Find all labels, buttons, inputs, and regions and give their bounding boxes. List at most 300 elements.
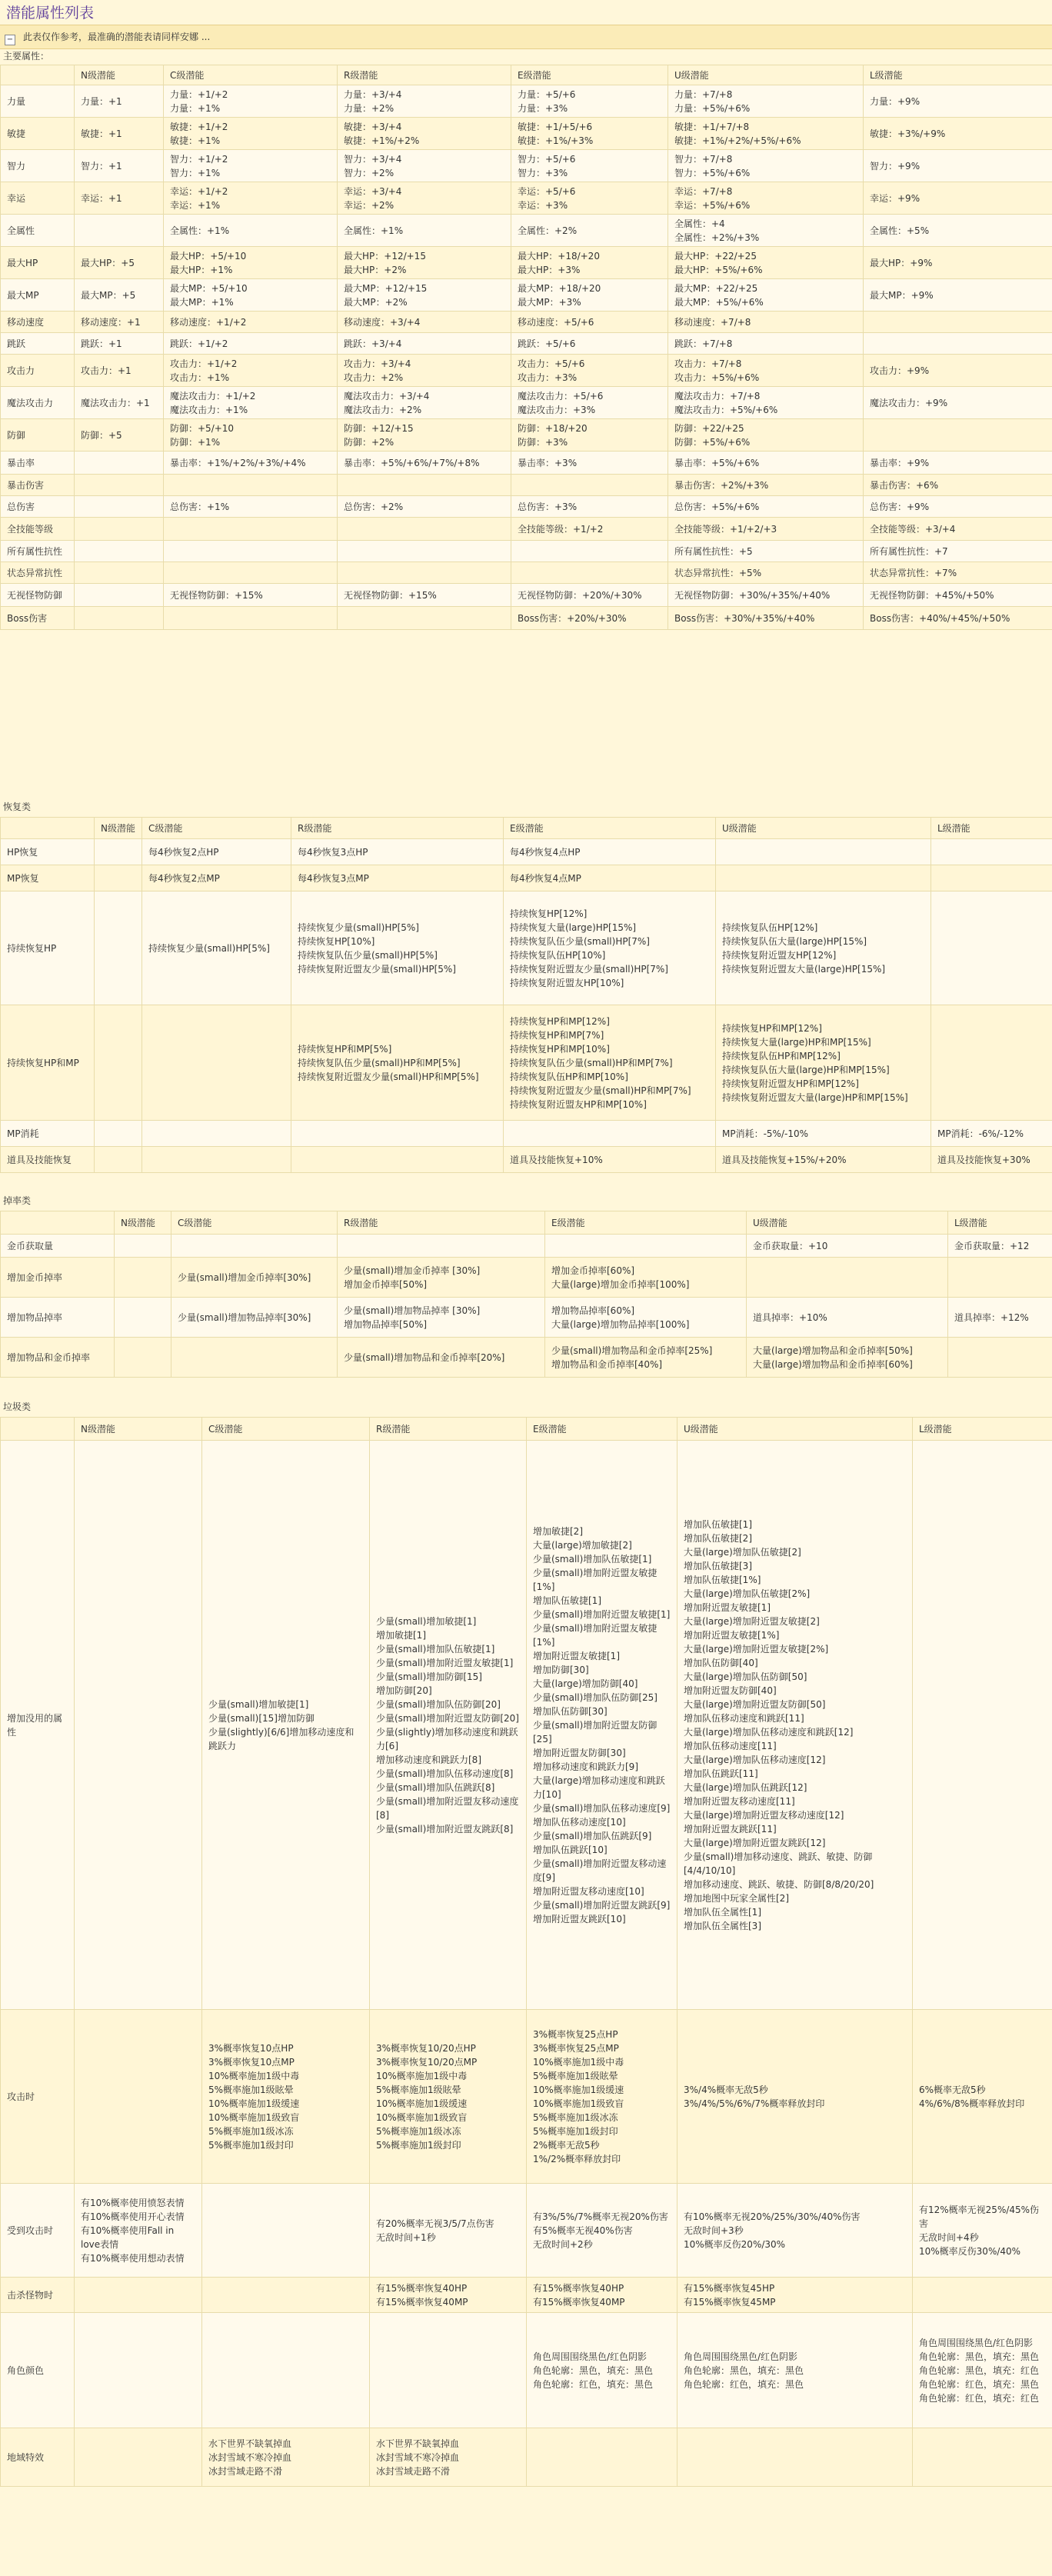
table-cell: 魔法攻击力：+5/+6 魔法攻击力：+3% <box>511 387 668 419</box>
row-label: 全技能等级 <box>1 518 75 541</box>
table-cell: 少量(small)增加敏捷[1] 增加敏捷[1] 少量(small)增加队伍敏捷[1] 少量(small)增加附近盟友敏捷[1] 少量(small)增加防御[15] 增加防御[20] 少量(small)增加队伍防御[20] 少量(small)增加附近盟友防御[20] 少量(slightly)增加移动速度和跳跃力[6] 增加移动速度和跳跃力[8] 少量(small)增加队伍移动速度[8] 少量(small)增加队伍跳跃[8] 少量(small)增加附近盟友移动速度[8] 少量(small)增加附近盟友跳跃[8] <box>370 1441 527 2010</box>
table-cell <box>931 839 1052 865</box>
row-label: 智力 <box>1 150 75 182</box>
table-cell: 金币获取量：+10 <box>747 1235 948 1258</box>
table-row <box>1 2278 1052 2313</box>
table-cell <box>931 865 1052 891</box>
table-cell: 防御：+12/+15 防御：+2% <box>338 419 511 452</box>
column-header <box>1 65 75 85</box>
column-header: R级潜能 <box>338 1211 545 1235</box>
page-title: 潜能属性列表 <box>6 5 95 22</box>
table-cell: 无视怪物防御：+20%/+30% <box>511 584 668 607</box>
table-cell: 全属性：+1% <box>338 215 511 247</box>
table-cell: 攻击力：+3/+4 攻击力：+2% <box>338 355 511 387</box>
table-cell: 角色周围围绕黑色/红色阴影 角色轮廓：黑色，填充：黑色 角色轮廓：黑色，填充：红色 角色轮廓：红色，填充：黑色 角色轮廓：红色，填充：红色 <box>913 2313 1052 2428</box>
table-cell <box>202 2278 370 2313</box>
table-cell: 所有属性抗性：+7 <box>864 541 1052 562</box>
table-cell: 智力：+7/+8 智力：+5%/+6% <box>668 150 864 182</box>
table-cell: 总伤害：+1% <box>164 496 338 518</box>
column-header: R级潜能 <box>370 1418 527 1441</box>
table-cell <box>291 1147 504 1173</box>
column-header: N级潜能 <box>95 818 142 839</box>
table-cell: 攻击力：+1/+2 攻击力：+1% <box>164 355 338 387</box>
table-cell: 幸运：+1/+2 幸运：+1% <box>164 182 338 215</box>
table-cell: 6%概率无敌5秒 4%/6%/8%概率释放封印 <box>913 2010 1052 2184</box>
collapse-toggle-icon[interactable]: − <box>5 35 15 45</box>
column-header: C级潜能 <box>202 1418 370 1441</box>
table-cell <box>511 475 668 496</box>
table-cell <box>95 839 142 865</box>
column-header <box>1 818 95 839</box>
table-cell: 最大MP：+22/+25 最大MP：+5%/+6% <box>668 279 864 312</box>
drop-rate-table <box>0 1211 1052 1378</box>
table-cell: 防御：+22/+25 防御：+5%/+6% <box>668 419 864 452</box>
table-cell <box>95 1147 142 1173</box>
row-label: 增加物品掉率 <box>1 1298 115 1338</box>
table-cell: 状态异常抗性：+7% <box>864 562 1052 584</box>
table-cell: 最大HP：+9% <box>864 247 1052 279</box>
table-cell <box>338 607 511 630</box>
table-cell: 每4秒恢复4点MP <box>504 865 716 891</box>
column-header: U级潜能 <box>677 1418 913 1441</box>
table-cell: 敏捷：+3%/+9% <box>864 118 1052 150</box>
table-cell: 敏捷：+3/+4 敏捷：+1%/+2% <box>338 118 511 150</box>
table-cell: 全属性：+5% <box>864 215 1052 247</box>
table-cell: 全技能等级：+3/+4 <box>864 518 1052 541</box>
table-cell: 道具及技能恢复+10% <box>504 1147 716 1173</box>
table-cell <box>75 584 164 607</box>
row-label: 攻击时 <box>1 2010 75 2184</box>
table-cell: 智力：+1 <box>75 150 164 182</box>
row-label: 防御 <box>1 419 75 452</box>
table-row <box>1 891 1052 1005</box>
column-header: C级潜能 <box>171 1211 338 1235</box>
row-label: 持续恢复HP <box>1 891 95 1005</box>
table-cell: 幸运：+7/+8 幸运：+5%/+6% <box>668 182 864 215</box>
table-cell: 增加物品掉率[60%] 大量(large)增加物品掉率[100%] <box>545 1298 747 1338</box>
table-cell <box>716 839 931 865</box>
table-cell: Boss伤害：+20%/+30% <box>511 607 668 630</box>
table-row <box>1 2184 1052 2278</box>
table-cell: 3%概率恢复10点HP 3%概率恢复10点MP 10%概率施加1级中毒 5%概率施加1级眩晕 10%概率施加1级缓速 10%概率施加1级致盲 5%概率施加1级冰冻 5%概率施加1级封印 <box>202 2010 370 2184</box>
row-label: 击杀怪物时 <box>1 2278 75 2313</box>
column-header: N级潜能 <box>115 1211 171 1235</box>
table-cell: 总伤害：+5%/+6% <box>668 496 864 518</box>
table-cell: 总伤害：+2% <box>338 496 511 518</box>
table-cell: 力量：+7/+8 力量：+5%/+6% <box>668 85 864 118</box>
table-cell <box>202 2313 370 2428</box>
table-cell: 水下世界不缺氧掉血 冰封雪域不寒冷掉血 冰封雪域走路不滑 <box>202 2428 370 2487</box>
row-label: 暴击伤害 <box>1 475 75 496</box>
table-cell: 角色周围围绕黑色/红色阴影 角色轮廓：黑色，填充：黑色 角色轮廓：红色，填充：黑色 <box>677 2313 913 2428</box>
notice <box>5 30 210 45</box>
table-cell: 总伤害：+9% <box>864 496 1052 518</box>
table-cell: 暴击伤害：+6% <box>864 475 1052 496</box>
table-cell <box>291 1121 504 1147</box>
header-row <box>1 1211 1052 1235</box>
table-cell: 暴击率：+9% <box>864 452 1052 475</box>
table-cell <box>115 1258 171 1298</box>
table-cell: 魔法攻击力：+3/+4 魔法攻击力：+2% <box>338 387 511 419</box>
table-cell: 最大MP：+9% <box>864 279 1052 312</box>
table-row <box>1 279 1052 312</box>
table-cell: 有10%概率无视20%/25%/30%/40%伤害 无敌时间+3秒 10%概率反伤20%/30% <box>677 2184 913 2278</box>
table-cell: 无视怪物防御：+15% <box>338 584 511 607</box>
table-cell: 幸运：+9% <box>864 182 1052 215</box>
table-cell: 持续恢复HP和MP[5%] 持续恢复队伍少量(small)HP和MP[5%] 持续恢复附近盟友少量(small)HP和MP[5%] <box>291 1005 504 1121</box>
table-cell <box>95 1005 142 1121</box>
table-cell <box>75 541 164 562</box>
table-cell <box>338 562 511 584</box>
table-cell: 水下世界不缺氧掉血 冰封雪域不寒冷掉血 冰封雪域走路不滑 <box>370 2428 527 2487</box>
table-cell <box>75 518 164 541</box>
table-cell: 力量：+1 <box>75 85 164 118</box>
notice-bar <box>0 25 1052 49</box>
section-title: 掉率类 <box>3 1195 32 1206</box>
table-row <box>1 584 1052 607</box>
column-header: E级潜能 <box>511 65 668 85</box>
table-cell: 有12%概率无视25%/45%伤害 无敌时间+4秒 10%概率反伤30%/40% <box>913 2184 1052 2278</box>
table-cell <box>677 2428 913 2487</box>
column-header: C级潜能 <box>164 65 338 85</box>
column-header: L级潜能 <box>864 65 1052 85</box>
table-cell <box>913 2278 1052 2313</box>
row-label: 跳跃 <box>1 333 75 355</box>
table-cell: 暴击率：+5%/+6%/+7%/+8% <box>338 452 511 475</box>
recovery-table <box>0 817 1052 1173</box>
table-cell: Boss伤害：+40%/+45%/+50% <box>864 607 1052 630</box>
table-cell: 有15%概率恢复45HP 有15%概率恢复45MP <box>677 2278 913 2313</box>
table-cell: 持续恢复队伍HP[12%] 持续恢复队伍大量(large)HP[15%] 持续恢复附近盟友HP[12%] 持续恢复附近盟友大量(large)HP[15%] <box>716 891 931 1005</box>
table-cell: 持续恢复HP[12%] 持续恢复大量(large)HP[15%] 持续恢复队伍少量(small)HP[7%] 持续恢复队伍HP[10%] 持续恢复附近盟友少量(small)HP[7%] 持续恢复附近盟友HP[10%] <box>504 891 716 1005</box>
table-cell: 增加队伍敏捷[1] 增加队伍敏捷[2] 大量(large)增加队伍敏捷[2] 增加队伍敏捷[3] 增加队伍敏捷[1%] 大量(large)增加队伍敏捷[2%] 增加附近盟友敏捷[1] 大量(large)增加附近盟友敏捷[2] 增加附近盟友敏捷[1%] 大量(large)增加附近盟友敏捷[2%] 增加队伍防御[40] 大量(large)增加队伍防御[50] 增加附近盟友防御[40] 大量(large)增加附近盟友防御[50] 增加队伍移动速度和跳跃[11] 大量(large)增加队伍移动速度和跳跃[12] 增加队伍移动速度[11] 大量(large)增加队伍移动速度[12] 增加队伍跳跃[11] 大量(large)增加队伍跳跃[12] 增加附近盟友移动速度[11] 大量(large)增加附近盟友移动速度[12] 增加附近盟友跳跃[11] 大量(large)增加附近盟友跳跃[12] 少量(small)增加移动速度、跳跃、敏捷、防御[4/4/10/10] 增加移动速度、跳跃、敏捷、防御[8/8/20/20] 增加地图中玩家全属性[2] 增加队伍全属性[1] 增加队伍全属性[3] <box>677 1441 913 2010</box>
table-cell <box>171 1235 338 1258</box>
table-cell: 全技能等级：+1/+2/+3 <box>668 518 864 541</box>
table-row <box>1 355 1052 387</box>
column-header: U级潜能 <box>747 1211 948 1235</box>
table-row <box>1 475 1052 496</box>
table-cell: 持续恢复HP和MP[12%] 持续恢复大量(large)HP和MP[15%] 持续恢复队伍HP和MP[12%] 持续恢复队伍大量(large)HP和MP[15%] 持续恢复附近盟友HP和MP[12%] 持续恢复附近盟友大量(large)HP和MP[15%] <box>716 1005 931 1121</box>
section-title: 垃圾类 <box>3 1401 32 1412</box>
table-cell <box>370 2313 527 2428</box>
table-cell <box>931 891 1052 1005</box>
row-label: 幸运 <box>1 182 75 215</box>
table-cell <box>913 1441 1052 2010</box>
table-cell: 有20%概率无视3/5/7点伤害 无敌时间+1秒 <box>370 2184 527 2278</box>
table-cell: 最大MP：+5/+10 最大MP：+1% <box>164 279 338 312</box>
table-cell <box>75 2428 202 2487</box>
table-cell: 暴击伤害：+2%/+3% <box>668 475 864 496</box>
column-header: L级潜能 <box>948 1211 1052 1235</box>
table-cell <box>75 607 164 630</box>
column-header: E级潜能 <box>545 1211 747 1235</box>
table-cell <box>527 2428 677 2487</box>
column-header: L级潜能 <box>931 818 1052 839</box>
table-cell: 跳跃：+7/+8 <box>668 333 864 355</box>
row-label: 增加物品和金币掉率 <box>1 1338 115 1378</box>
table-cell <box>931 1005 1052 1121</box>
table-cell <box>164 607 338 630</box>
column-header: N级潜能 <box>75 1418 202 1441</box>
table-row <box>1 118 1052 150</box>
table-cell: 幸运：+5/+6 幸运：+3% <box>511 182 668 215</box>
table-row <box>1 1298 1052 1338</box>
table-cell <box>75 562 164 584</box>
row-label: 无视怪物防御 <box>1 584 75 607</box>
table-cell <box>504 1121 716 1147</box>
column-header: R级潜能 <box>338 65 511 85</box>
table-cell <box>338 475 511 496</box>
section-title: 主要属性： <box>3 51 50 62</box>
header-row <box>1 1418 1052 1441</box>
table-cell: 敏捷：+1/+2 敏捷：+1% <box>164 118 338 150</box>
row-label: HP恢复 <box>1 839 95 865</box>
table-cell <box>115 1235 171 1258</box>
table-cell: 每4秒恢复3点MP <box>291 865 504 891</box>
table-cell: 少量(small)增加敏捷[1] 少量(small)[15]增加防御 少量(slightly)[6/6]增加移动速度和跳跃力 <box>202 1441 370 2010</box>
column-header <box>1 1418 75 1441</box>
table-cell <box>716 865 931 891</box>
table-cell <box>913 2428 1052 2487</box>
table-row <box>1 419 1052 452</box>
header-row <box>1 818 1052 839</box>
column-header: C级潜能 <box>142 818 291 839</box>
row-label: 地域特效 <box>1 2428 75 2487</box>
table-cell: 状态异常抗性：+5% <box>668 562 864 584</box>
row-label: MP消耗 <box>1 1121 95 1147</box>
row-label: 最大MP <box>1 279 75 312</box>
table-cell <box>164 518 338 541</box>
table-cell: 魔法攻击力：+1/+2 魔法攻击力：+1% <box>164 387 338 419</box>
table-cell <box>864 333 1052 355</box>
column-header: U级潜能 <box>668 65 864 85</box>
table-cell: 移动速度：+5/+6 <box>511 312 668 333</box>
table-cell: 无视怪物防御：+45%/+50% <box>864 584 1052 607</box>
table-row <box>1 247 1052 279</box>
table-cell: 力量：+3/+4 力量：+2% <box>338 85 511 118</box>
table-cell <box>75 1441 202 2010</box>
table-cell <box>75 215 164 247</box>
table-row <box>1 496 1052 518</box>
table-cell <box>164 475 338 496</box>
table-cell: 攻击力：+7/+8 攻击力：+5%/+6% <box>668 355 864 387</box>
table-cell: 大量(large)增加物品和金币掉率[50%] 大量(large)增加物品和金币掉率[60%] <box>747 1338 948 1378</box>
table-cell <box>338 1235 545 1258</box>
table-cell: 敏捷：+1/+5/+6 敏捷：+1%/+3% <box>511 118 668 150</box>
table-cell: 持续恢复少量(small)HP[5%] 持续恢复HP[10%] 持续恢复队伍少量(small)HP[5%] 持续恢复附近盟友少量(small)HP[5%] <box>291 891 504 1005</box>
table-row <box>1 562 1052 584</box>
table-cell: 道具及技能恢复+30% <box>931 1147 1052 1173</box>
table-cell: 所有属性抗性：+5 <box>668 541 864 562</box>
table-cell: MP消耗：-6%/-12% <box>931 1121 1052 1147</box>
row-label: 金币获取量 <box>1 1235 115 1258</box>
row-label: 移动速度 <box>1 312 75 333</box>
table-cell: 3%概率恢复10/20点HP 3%概率恢复10/20点MP 10%概率施加1级中毒 5%概率施加1级眩晕 10%概率施加1级缓速 10%概率施加1级致盲 5%概率施加1级冰冻 5%概率施加1级封印 <box>370 2010 527 2184</box>
table-row <box>1 215 1052 247</box>
table-cell <box>115 1298 171 1338</box>
table-cell: 最大MP：+5 <box>75 279 164 312</box>
table-cell: 智力：+3/+4 智力：+2% <box>338 150 511 182</box>
row-label: 敏捷 <box>1 118 75 150</box>
row-label: 总伤害 <box>1 496 75 518</box>
table-row <box>1 150 1052 182</box>
table-cell: 防御：+5/+10 防御：+1% <box>164 419 338 452</box>
table-cell: 魔法攻击力：+1 <box>75 387 164 419</box>
table-cell: MP消耗：-5%/-10% <box>716 1121 931 1147</box>
table-cell: 跳跃：+3/+4 <box>338 333 511 355</box>
table-cell: 道具及技能恢复+15%/+20% <box>716 1147 931 1173</box>
table-cell: 增加敏捷[2] 大量(large)增加敏捷[2] 少量(small)增加队伍敏捷[1] 少量(small)增加附近盟友敏捷[1%] 增加队伍敏捷[1] 少量(small)增加附近盟友敏捷[1] 少量(small)增加附近盟友敏捷[1%] 增加附近盟友敏捷[1] 增加防御[30] 大量(large)增加防御[40] 少量(small)增加队伍防御[25] 增加队伍防御[30] 少量(small)增加附近盟友防御[25] 增加附近盟友防御[30] 增加移动速度和跳跃力[9] 大量(large)增加移动速度和跳跃力[10] 少量(small)增加队伍移动速度[9] 增加队伍移动速度[10] 少量(small)增加队伍跳跃[9] 增加队伍跳跃[10] 少量(small)增加附近盟友移动速度[9] 增加附近盟友移动速度[10] 少量(small)增加附近盟友跳跃[9] 增加附近盟友跳跃[10] <box>527 1441 677 2010</box>
table-cell: 每4秒恢复4点HP <box>504 839 716 865</box>
table-cell: 少量(small)增加物品掉率[30%] <box>171 1298 338 1338</box>
column-header: U级潜能 <box>716 818 931 839</box>
table-cell <box>511 541 668 562</box>
table-cell: 攻击力：+1 <box>75 355 164 387</box>
table-cell: 敏捷：+1 <box>75 118 164 150</box>
table-cell <box>142 1121 291 1147</box>
table-cell: 最大HP：+22/+25 最大HP：+5%/+6% <box>668 247 864 279</box>
row-label: 持续恢复HP和MP <box>1 1005 95 1121</box>
table-cell <box>171 1338 338 1378</box>
table-cell <box>545 1235 747 1258</box>
column-header: L级潜能 <box>913 1418 1052 1441</box>
table-cell: 移动速度：+1/+2 <box>164 312 338 333</box>
row-label: 受到攻击时 <box>1 2184 75 2278</box>
table-cell: 增加金币掉率[60%] 大量(large)增加金币掉率[100%] <box>545 1258 747 1298</box>
row-label: 状态异常抗性 <box>1 562 75 584</box>
table-cell: 魔法攻击力：+9% <box>864 387 1052 419</box>
table-cell: 最大HP：+18/+20 最大HP：+3% <box>511 247 668 279</box>
table-cell <box>164 562 338 584</box>
table-row <box>1 1005 1052 1121</box>
table-cell: 移动速度：+7/+8 <box>668 312 864 333</box>
section-title: 恢复类 <box>3 801 32 812</box>
notice-text: 此表仅作参考，最准确的潜能表请同样安娜 ... <box>23 32 211 42</box>
table-row <box>1 1235 1052 1258</box>
table-cell: 最大HP：+5/+10 最大HP：+1% <box>164 247 338 279</box>
table-cell: 3%概率恢复25点HP 3%概率恢复25点MP 10%概率施加1级中毒 5%概率施加1级眩晕 10%概率施加1级缓速 10%概率施加1级致盲 5%概率施加1级冰冻 5%概率施加1级封印 2%概率无敌5秒 1%/2%概率释放封印 <box>527 2010 677 2184</box>
table-cell: 智力：+5/+6 智力：+3% <box>511 150 668 182</box>
table-cell: 无视怪物防御：+30%/+35%/+40% <box>668 584 864 607</box>
table-cell: 幸运：+1 <box>75 182 164 215</box>
table-row <box>1 1121 1052 1147</box>
table-cell <box>948 1338 1052 1378</box>
table-cell: 金币获取量：+12 <box>948 1235 1052 1258</box>
table-cell <box>747 1258 948 1298</box>
column-header: E级潜能 <box>504 818 716 839</box>
table-cell: 每4秒恢复3点HP <box>291 839 504 865</box>
column-header: R级潜能 <box>291 818 504 839</box>
table-row <box>1 182 1052 215</box>
table-cell <box>75 475 164 496</box>
table-cell: Boss伤害：+30%/+35%/+40% <box>668 607 864 630</box>
table-cell <box>75 2313 202 2428</box>
table-cell: 防御：+18/+20 防御：+3% <box>511 419 668 452</box>
table-cell: 有10%概率使用愤怒表情 有10%概率使用开心表情 有10%概率使用Fall in love表情 有10%概率使用想动表情 <box>75 2184 202 2278</box>
table-cell: 最大MP：+18/+20 最大MP：+3% <box>511 279 668 312</box>
table-cell <box>115 1338 171 1378</box>
table-row <box>1 2428 1052 2487</box>
table-cell: 攻击力：+9% <box>864 355 1052 387</box>
table-cell: 全属性：+2% <box>511 215 668 247</box>
row-label: 攻击力 <box>1 355 75 387</box>
column-header <box>1 1211 115 1235</box>
table-cell: 幸运：+3/+4 幸运：+2% <box>338 182 511 215</box>
table-cell <box>142 1147 291 1173</box>
table-cell: 最大HP：+12/+15 最大HP：+2% <box>338 247 511 279</box>
table-cell: 持续恢复少量(small)HP[5%] <box>142 891 291 1005</box>
table-cell: 每4秒恢复2点MP <box>142 865 291 891</box>
table-cell: 少量(small)增加金币掉率[30%] <box>171 1258 338 1298</box>
table-cell: 少量(small)增加物品掉率 [30%] 增加物品掉率[50%] <box>338 1298 545 1338</box>
table-cell: 移动速度：+1 <box>75 312 164 333</box>
table-row <box>1 1338 1052 1378</box>
table-cell <box>338 541 511 562</box>
table-cell: 持续恢复HP和MP[12%] 持续恢复HP和MP[7%] 持续恢复HP和MP[10%] 持续恢复队伍少量(small)HP和MP[7%] 持续恢复队伍HP和MP[10%] 持续恢复附近盟友少量(small)HP和MP[7%] 持续恢复附近盟友HP和MP[10%] <box>504 1005 716 1121</box>
row-label: 道具及技能恢复 <box>1 1147 95 1173</box>
table-row <box>1 312 1052 333</box>
table-cell: 力量：+5/+6 力量：+3% <box>511 85 668 118</box>
table-row <box>1 1258 1052 1298</box>
table-row <box>1 607 1052 630</box>
table-cell: 每4秒恢复2点HP <box>142 839 291 865</box>
column-header: E级潜能 <box>527 1418 677 1441</box>
table-cell: 全技能等级：+1/+2 <box>511 518 668 541</box>
table-cell: 道具掉率：+12% <box>948 1298 1052 1338</box>
table-cell: 跳跃：+5/+6 <box>511 333 668 355</box>
table-cell <box>95 891 142 1005</box>
row-label: 最大HP <box>1 247 75 279</box>
junk-table <box>0 1417 1052 2487</box>
table-cell: 全属性：+1% <box>164 215 338 247</box>
table-cell: 跳跃：+1/+2 <box>164 333 338 355</box>
table-cell: 无视怪物防御：+15% <box>164 584 338 607</box>
table-row <box>1 387 1052 419</box>
column-header: N级潜能 <box>75 65 164 85</box>
table-cell: 角色周围围绕黑色/红色阴影 角色轮廓：黑色，填充：黑色 角色轮廓：红色，填充：黑色 <box>527 2313 677 2428</box>
row-label: 力量 <box>1 85 75 118</box>
table-cell: 少量(small)增加物品和金币掉率[25%] 增加物品和金币掉率[40%] <box>545 1338 747 1378</box>
table-cell: 有15%概率恢复40HP 有15%概率恢复40MP <box>527 2278 677 2313</box>
table-cell <box>202 2184 370 2278</box>
table-cell: 少量(small)增加物品和金币掉率[20%] <box>338 1338 545 1378</box>
table-cell <box>864 419 1052 452</box>
table-cell: 3%/4%概率无敌5秒 3%/4%/5%/6%/7%概率释放封印 <box>677 2010 913 2184</box>
table-cell <box>75 2010 202 2184</box>
table-row <box>1 1147 1052 1173</box>
table-cell: 魔法攻击力：+7/+8 魔法攻击力：+5%/+6% <box>668 387 864 419</box>
table-cell <box>164 541 338 562</box>
main-attributes-table <box>0 65 1052 630</box>
table-row <box>1 865 1052 891</box>
table-cell: 移动速度：+3/+4 <box>338 312 511 333</box>
table-cell: 最大HP：+5 <box>75 247 164 279</box>
table-cell <box>75 496 164 518</box>
table-row <box>1 839 1052 865</box>
row-label: 暴击率 <box>1 452 75 475</box>
table-cell <box>142 1005 291 1121</box>
table-cell <box>864 312 1052 333</box>
row-label: MP恢复 <box>1 865 95 891</box>
row-label: 角色颜色 <box>1 2313 75 2428</box>
header-row <box>1 65 1052 85</box>
table-cell: 有15%概率恢复40HP 有15%概率恢复40MP <box>370 2278 527 2313</box>
table-cell: 力量：+1/+2 力量：+1% <box>164 85 338 118</box>
table-cell: 敏捷：+1/+7/+8 敏捷：+1%/+2%/+5%/+6% <box>668 118 864 150</box>
table-cell <box>338 518 511 541</box>
row-label: 增加没用的属性 <box>1 1441 75 2010</box>
table-cell <box>95 1121 142 1147</box>
